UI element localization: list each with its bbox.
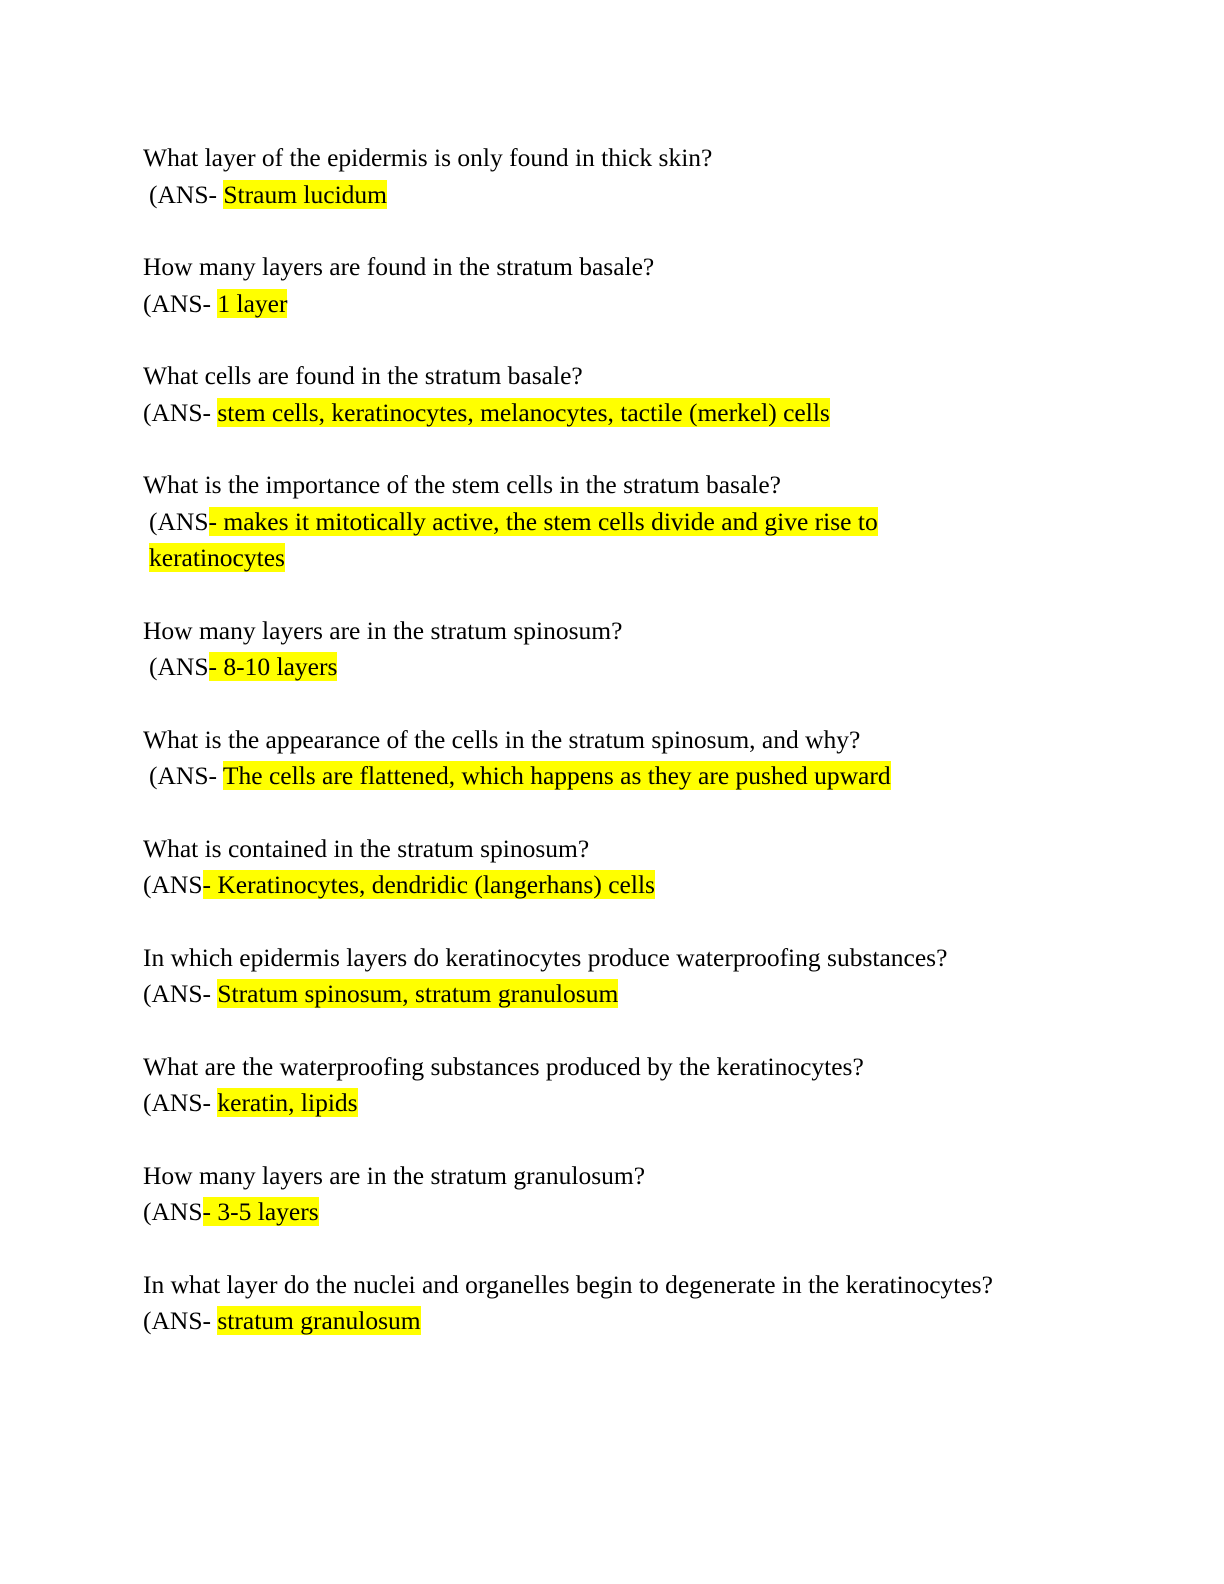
question-text: How many layers are in the stratum spinosum? [143, 615, 623, 645]
qa-item [143, 249, 1103, 322]
answer-line [143, 1085, 963, 1122]
qa-item [143, 613, 1103, 686]
qa-item [143, 358, 1103, 431]
question-text: In what layer do the nuclei and organelles begin to degenerate in the keratinocytes? [143, 1269, 993, 1299]
question-text: What cells are found in the stratum basale? [143, 361, 583, 390]
answer-line [143, 867, 963, 904]
answer-highlight: Straum lucidum [223, 179, 387, 209]
answer-line [143, 1303, 963, 1340]
qa-item [143, 722, 1103, 795]
answer-highlight: - 3-5 layers [202, 1197, 319, 1226]
qa-item [143, 1158, 1103, 1231]
answer-line [143, 286, 963, 323]
answer-prefix: (ANS [143, 1197, 203, 1226]
answer-highlight: - Keratinocytes, dendridic (langerhans) cells [202, 870, 655, 899]
question-text: What layer of the epidermis is only found in thick skin? [143, 143, 713, 172]
answer-prefix: (ANS- [149, 179, 224, 209]
answer-line [143, 976, 963, 1013]
qa-item [143, 831, 1103, 904]
qa-item [143, 140, 1103, 213]
answer-prefix: (ANS- [149, 761, 223, 790]
answer-line [143, 649, 969, 686]
answer-prefix: (ANS- [143, 1088, 218, 1117]
answer-prefix: (ANS- [143, 397, 218, 427]
answer-prefix: (ANS- [143, 1306, 218, 1335]
answer-highlight: Stratum spinosum, stratum granulosum [217, 979, 619, 1008]
qa-item [143, 1267, 1103, 1340]
qa-item [143, 467, 1103, 577]
document-page [143, 140, 1103, 1376]
answer-line [143, 395, 963, 432]
question-text: What are the waterproofing substances produced by the keratinocytes? [143, 1051, 864, 1081]
answer-highlight: - 8-10 layers [208, 652, 338, 681]
answer-highlight: - makes it mitotically active, the stem cells divide and give rise to keratinocytes [149, 506, 878, 572]
answer-prefix: (ANS [149, 506, 209, 536]
answer-highlight: stem cells, keratinocytes, melanocytes, tactile (merkel) cells [217, 397, 830, 427]
question-text: What is the appearance of the cells in the stratum spinosum, and why? [143, 724, 861, 754]
question-text: How many layers are in the stratum granulosum? [143, 1160, 646, 1190]
answer-prefix: (ANS- [143, 288, 218, 318]
answer-line [143, 504, 969, 577]
answer-highlight: The cells are flattened, which happens as they are pushed upward [222, 761, 891, 790]
answer-prefix: (ANS [143, 870, 203, 899]
answer-highlight: 1 layer [217, 288, 288, 318]
question-text: What is the importance of the stem cells in the stratum basale? [143, 470, 781, 499]
question-text: What is contained in the stratum spinosum? [143, 833, 590, 863]
answer-prefix: (ANS- [143, 979, 218, 1008]
answer-line [143, 177, 969, 214]
answer-highlight: keratin, lipids [217, 1088, 358, 1117]
answer-prefix: (ANS [149, 652, 209, 681]
answer-highlight: stratum granulosum [217, 1306, 421, 1335]
qa-item [143, 1049, 1103, 1122]
qa-item [143, 940, 1103, 1013]
answer-line [143, 758, 969, 795]
answer-line [143, 1194, 963, 1231]
question-text: How many layers are found in the stratum basale? [143, 252, 655, 281]
question-text: In which epidermis layers do keratinocytes produce waterproofing substances? [143, 942, 948, 972]
